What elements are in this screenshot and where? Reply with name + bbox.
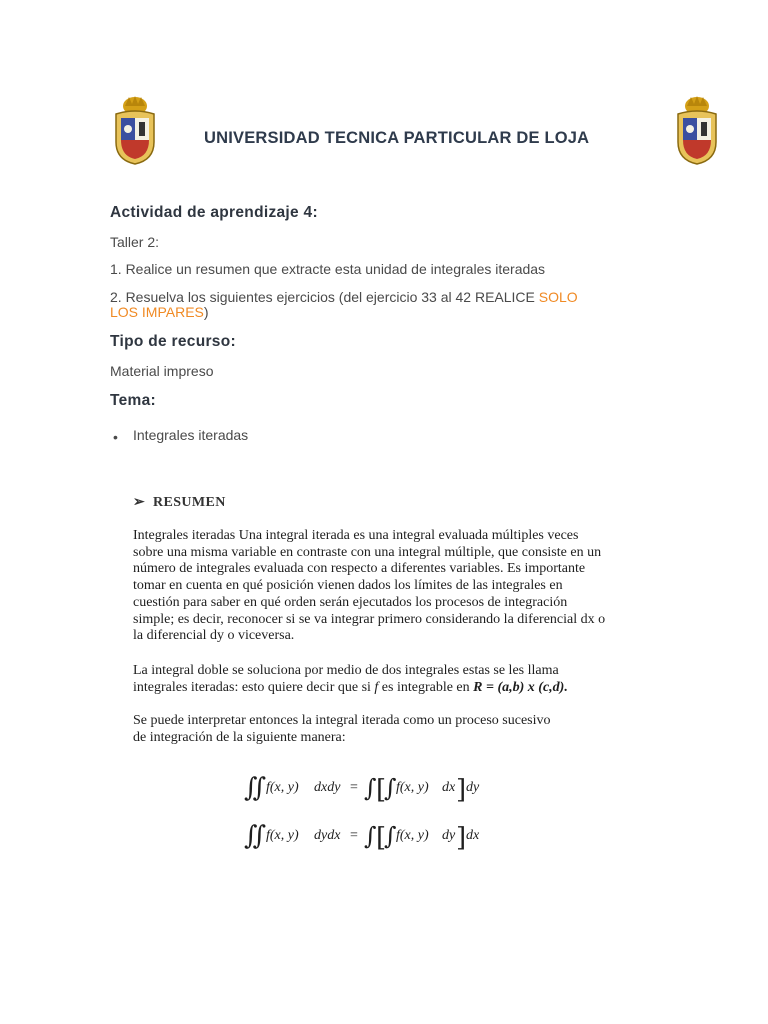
right-bracket: ] [456, 775, 467, 805]
closing-paren: ) [203, 304, 209, 320]
integral-sign: ∫ [364, 822, 377, 850]
integral-sign: ∫ [384, 774, 397, 802]
formula-final-differential: dx [466, 828, 480, 843]
topic-bullet-item: Integrales iteradas [133, 427, 249, 443]
resource-heading: Tipo de recurso: [110, 333, 236, 350]
formula-outer-differential: dxdy [314, 780, 341, 795]
text-line: tomar en cuenta en qué posición vienen dados los límites de las integrales en [133, 578, 563, 594]
activity-item-1: 1. Realice un resumen que extracte esta unidad de integrales iteradas [110, 261, 546, 277]
double-integral-sign: ∬ [244, 821, 267, 851]
text-line: cuestión para saber en qué orden serán ejecutados los procesos de integración [133, 594, 568, 610]
formula-inner-function: f(x, y) [266, 828, 299, 843]
highlight-solo: SOLO [538, 289, 578, 305]
text-line [133, 680, 673, 697]
text-line: La integral doble se soluciona por medio de dos integrales estas se les llama [133, 663, 559, 678]
integral-sign: ∫ [364, 774, 377, 802]
formula-inner-function: f(x, y) [266, 780, 299, 795]
taller-label: Taller 2: [110, 234, 160, 250]
text-line: Integrales iteradas Una integral iterada es una integral evaluada múltiples veces [133, 528, 579, 543]
left-bracket: [ [376, 823, 387, 853]
summary-paragraph-3 [133, 713, 673, 746]
activity-heading: Actividad de aprendizaje 4: [110, 204, 318, 221]
summary-paragraph-1 [133, 528, 673, 645]
iterated-integral-formula-1 [244, 766, 494, 806]
text-line: número de integrales evaluada con respecto a diferentes variables. Es importante [133, 561, 586, 577]
arrow-marker-icon: ➢ [133, 495, 146, 510]
text-line: Se puede interpretar entonces la integral iterada como un proceso sucesivo [133, 713, 551, 728]
formula-inner-function: f(x, y) [396, 828, 429, 843]
summary-title: RESUMEN [152, 495, 226, 510]
utpl-crest-icon [674, 94, 720, 166]
text-line: sobre una misma variable en contraste con una integral múltiple, que consiste en un [133, 544, 602, 560]
text-line: de integración de la siguiente manera: [133, 729, 346, 745]
formula-final-differential: dy [466, 780, 480, 795]
region-definition: R = (a,b) x (c,d). [473, 679, 568, 695]
equals-sign: = [350, 828, 358, 843]
topic-heading: Tema: [110, 392, 157, 409]
activity-item-2-text: 2. Resuelva los siguientes ejercicios (del ejercicio 33 al 42 REALICE [110, 289, 539, 305]
right-bracket: ] [456, 823, 467, 853]
iterated-integral-formula-2 [244, 814, 494, 854]
bullet-icon: • [113, 429, 118, 445]
resource-value: Material impreso [110, 363, 214, 379]
left-bracket: [ [376, 775, 387, 805]
formula-inner-differential: dx [442, 780, 456, 795]
formula-inner-differential: dy [442, 828, 456, 843]
equals-sign: = [350, 780, 358, 795]
university-title: UNIVERSIDAD TECNICA PARTICULAR DE LOJA [204, 129, 590, 147]
activity-item-2-line-2 [110, 304, 209, 320]
function-symbol: f [374, 679, 379, 695]
summary-heading [133, 494, 226, 511]
double-integral-sign: ∬ [244, 773, 267, 803]
summary-paragraph-2 [133, 663, 673, 696]
integral-sign: ∫ [384, 822, 397, 850]
text-line: simple; es decir, reconocer si se va integrar primero considerando la diferencial dx o [133, 611, 606, 627]
formula-outer-differential: dydx [314, 828, 341, 843]
formula-inner-function: f(x, y) [396, 780, 429, 795]
activity-item-2-line-1 [110, 289, 578, 305]
text-line: la diferencial dy o viceversa. [133, 628, 295, 644]
utpl-crest-icon [112, 94, 158, 166]
text-fragment: es integrable en [378, 679, 474, 695]
highlight-los-impares: LOS IMPARES [110, 304, 204, 320]
text-fragment: integrales iteradas: esto quiere decir que si [133, 679, 375, 695]
